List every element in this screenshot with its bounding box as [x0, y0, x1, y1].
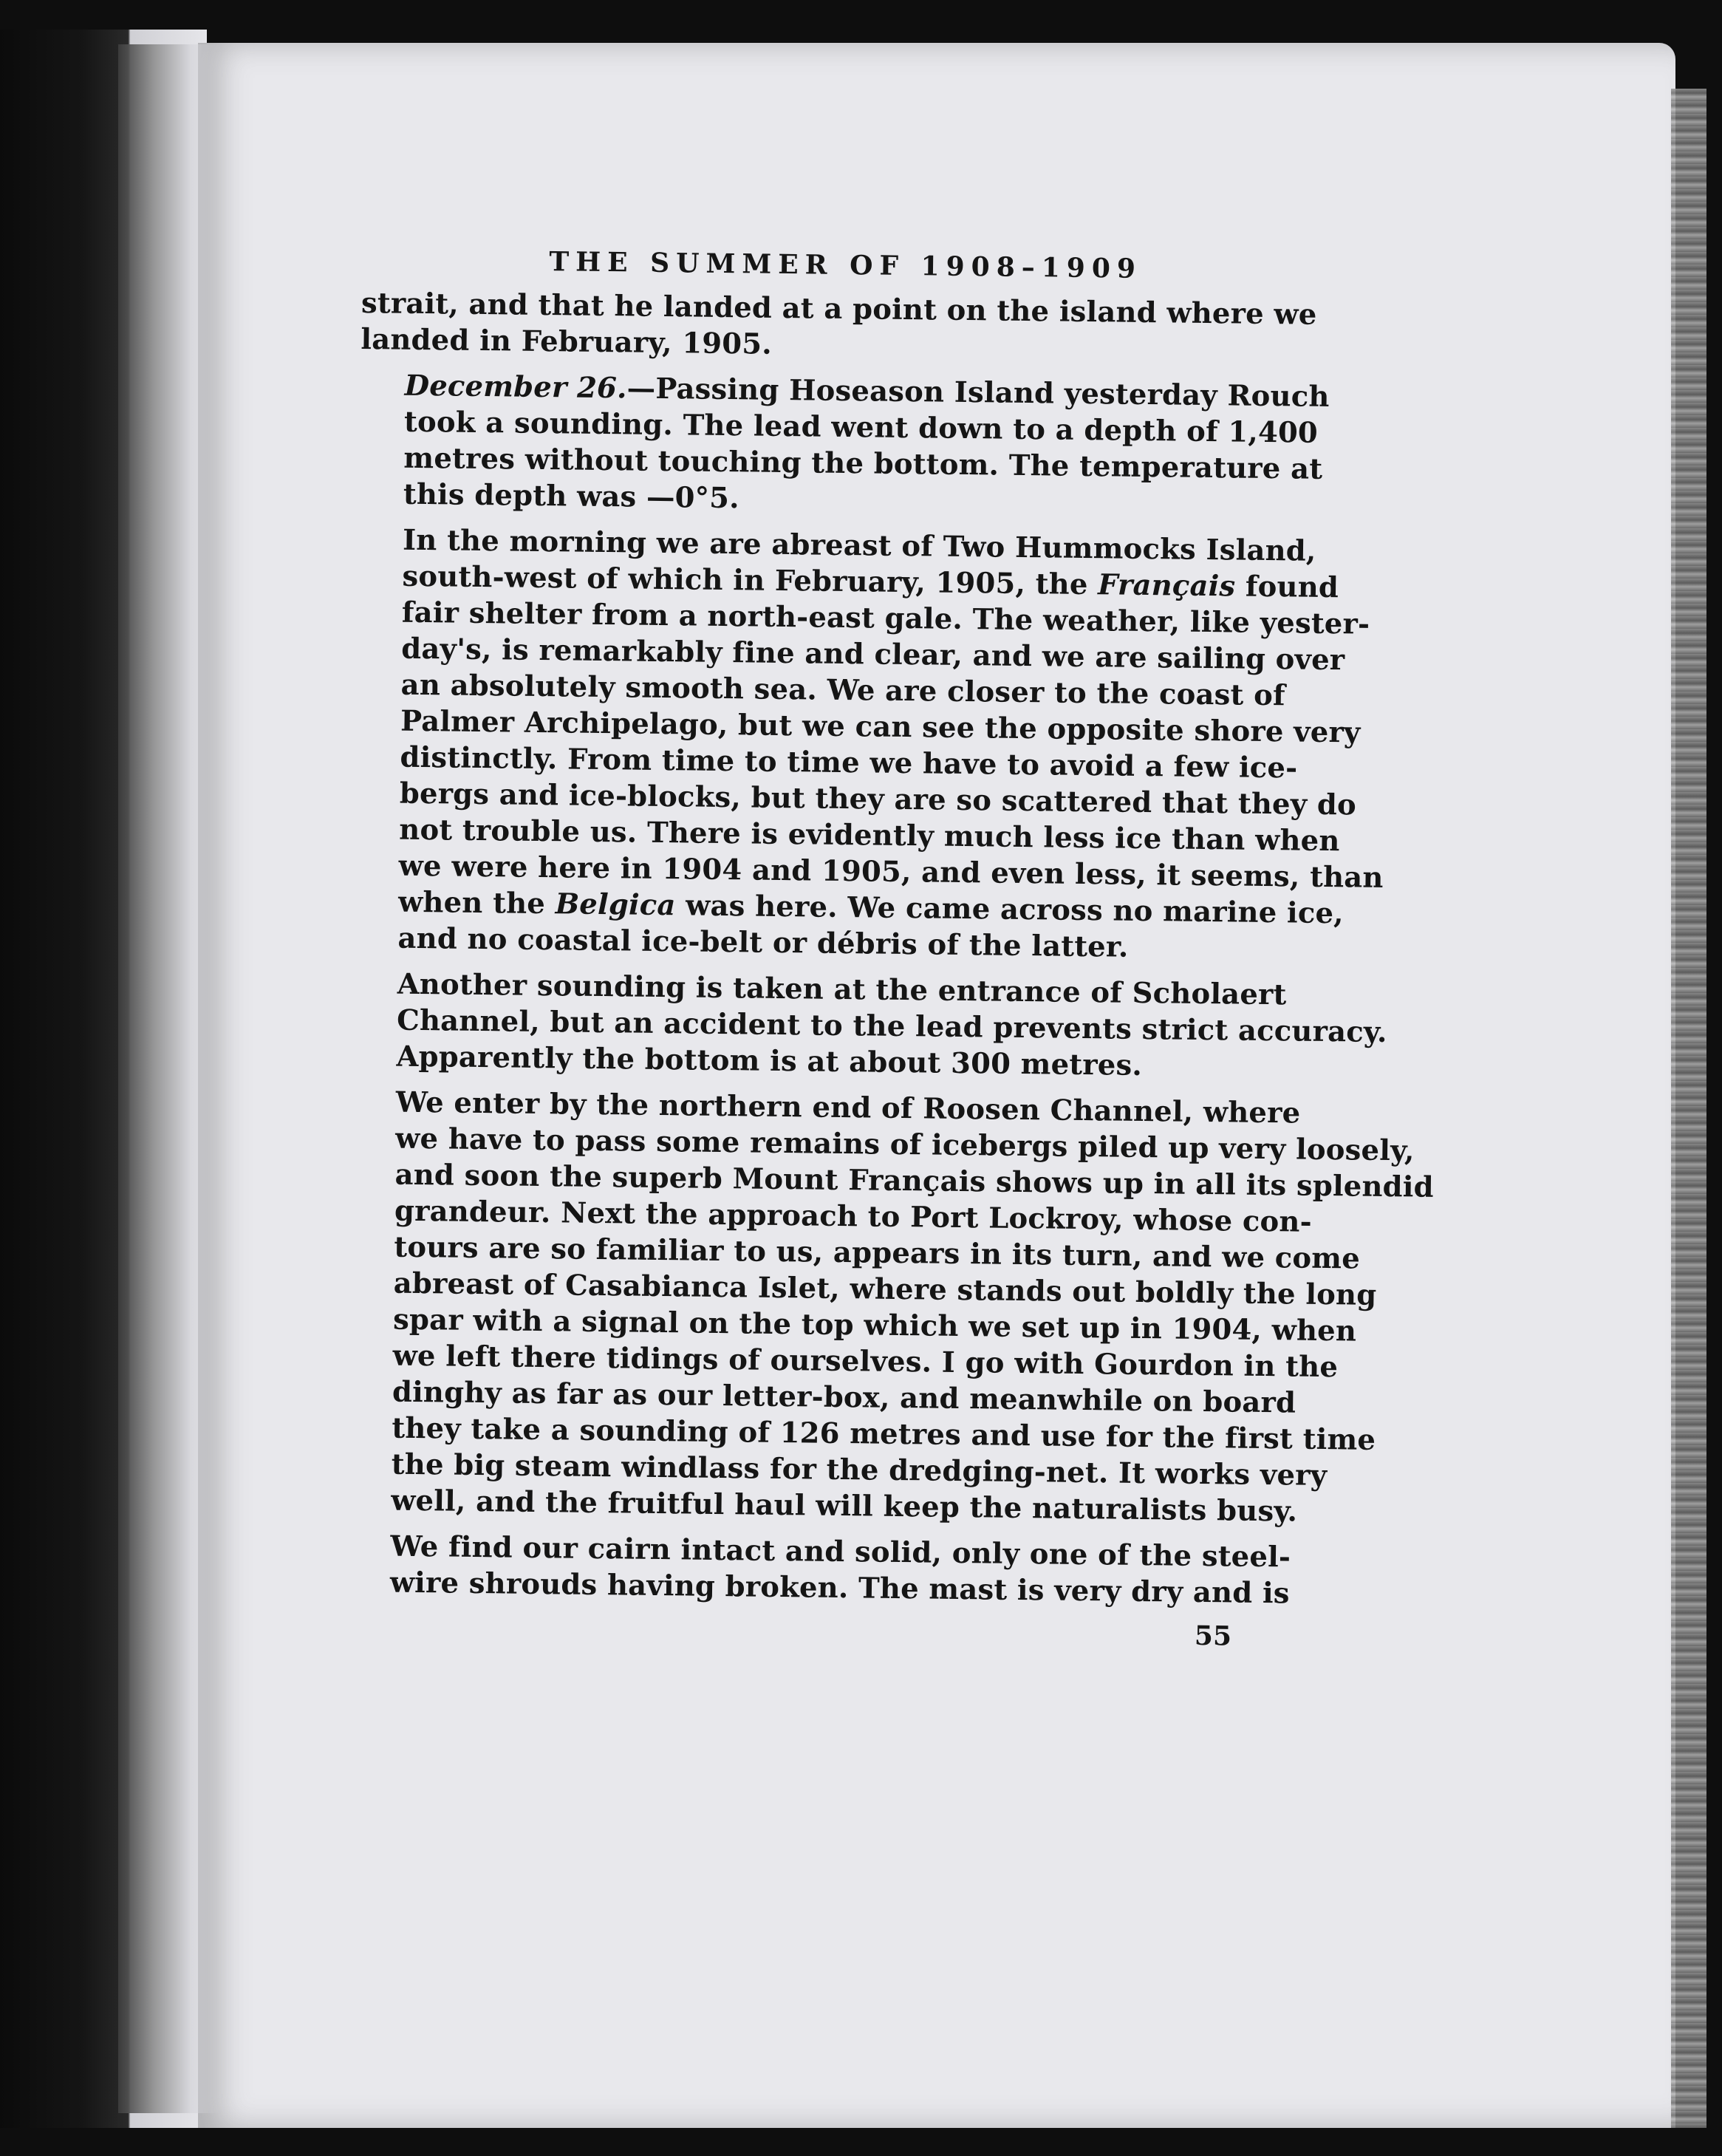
paragraph — [346, 1084, 1435, 1529]
text-line: an absolutely smooth sea. We are closer to the coast of — [400, 668, 1286, 713]
text-line: We enter by the northern end of Roosen Channel, where — [395, 1085, 1301, 1130]
text-line: Apparently the bottom is at about 300 metres. — [396, 1040, 1143, 1082]
text-line: Another sounding is taken at the entrance of Scholaert — [397, 967, 1287, 1012]
text-line: bergs and ice-blocks, but they are so scattered that they do — [399, 777, 1357, 822]
text-line: they take a sounding of 126 metres and use for the first time — [392, 1411, 1376, 1457]
text-line: landed in February, 1905. — [361, 322, 773, 361]
text-line: the big steam windlass for the dredging-net. It works very — [391, 1447, 1328, 1493]
text-line: strait, and that he landed at a point on the island where we — [361, 286, 1317, 332]
paragraph — [346, 1528, 1291, 1611]
text-line: day's, is remarkably fine and clear, and we are sailing over — [401, 632, 1345, 678]
page-text-block — [345, 244, 1435, 1652]
paragraph — [359, 367, 1330, 523]
page-number: 55 — [1194, 1620, 1232, 1652]
text-line: wire shrouds having broken. The mast is very dry and is — [389, 1566, 1290, 1611]
text-line: fair shelter from a north-east gale. The weather, like yester- — [401, 596, 1370, 641]
text-line: We find our cairn intact and solid, only one of the steel- — [390, 1529, 1291, 1575]
text-line: Palmer Archipelago, but we can see the opposite shore very — [400, 704, 1361, 750]
paragraph — [353, 522, 1384, 967]
text-line: we left there tidings of ourselves. I go with Gourdon in the — [392, 1339, 1339, 1385]
text-line: this depth was —0°5. — [403, 477, 739, 516]
paragraph — [361, 285, 1317, 369]
text-line: and no coastal ice-belt or débris of the latter. — [397, 921, 1129, 964]
text-line: when the Belgica was here. We came across no marine ice, — [397, 885, 1345, 931]
text-line: December 26.—Passing Hoseason Island yesterday Rouch — [404, 369, 1330, 415]
text-line: tours are so familiar to us, appears in its turn, and we come — [394, 1230, 1361, 1276]
running-head: THE SUMMER OF 1908–1909 — [549, 246, 1143, 284]
text-line: dinghy as far as our letter-box, and meanwhile on board — [392, 1375, 1296, 1420]
text-line: spar with a signal on the top which we set up in 1904, when — [392, 1303, 1357, 1348]
text-line: we were here in 1904 and 1905, and even less, it seems, than — [398, 849, 1384, 895]
text-line: Channel, but an accident to the lead prevents strict accuracy. — [396, 1003, 1387, 1050]
text-line: metres without touching the bottom. The temperature at — [403, 441, 1323, 486]
text-line: well, and the fruitful haul will keep the naturalists busy. — [390, 1484, 1298, 1529]
page-stack-edge — [1671, 89, 1706, 2128]
text-line: took a sounding. The lead went down to a depth of 1,400 — [403, 405, 1319, 450]
text-line: we have to pass some remains of icebergs piled up very loosely, — [394, 1122, 1415, 1168]
text-line: In the morning we are abreast of Two Hummocks Island, — [402, 523, 1316, 568]
text-line: not trouble us. There is evidently much less ice than when — [399, 813, 1340, 859]
text-line: and soon the superb Mount Français shows up in all its splendid — [394, 1158, 1435, 1204]
text-line: grandeur. Next the approach to Port Lockroy, whose con- — [394, 1194, 1313, 1239]
text-line: abreast of Casabianca Islet, where stands out boldly the long — [393, 1266, 1377, 1312]
paragraph — [352, 966, 1387, 1085]
text-line: south-west of which in February, 1905, the Français found — [402, 559, 1339, 605]
spine-shadow — [118, 44, 222, 2113]
text-line: distinctly. From time to time we have to avoid a few ice- — [400, 740, 1298, 785]
